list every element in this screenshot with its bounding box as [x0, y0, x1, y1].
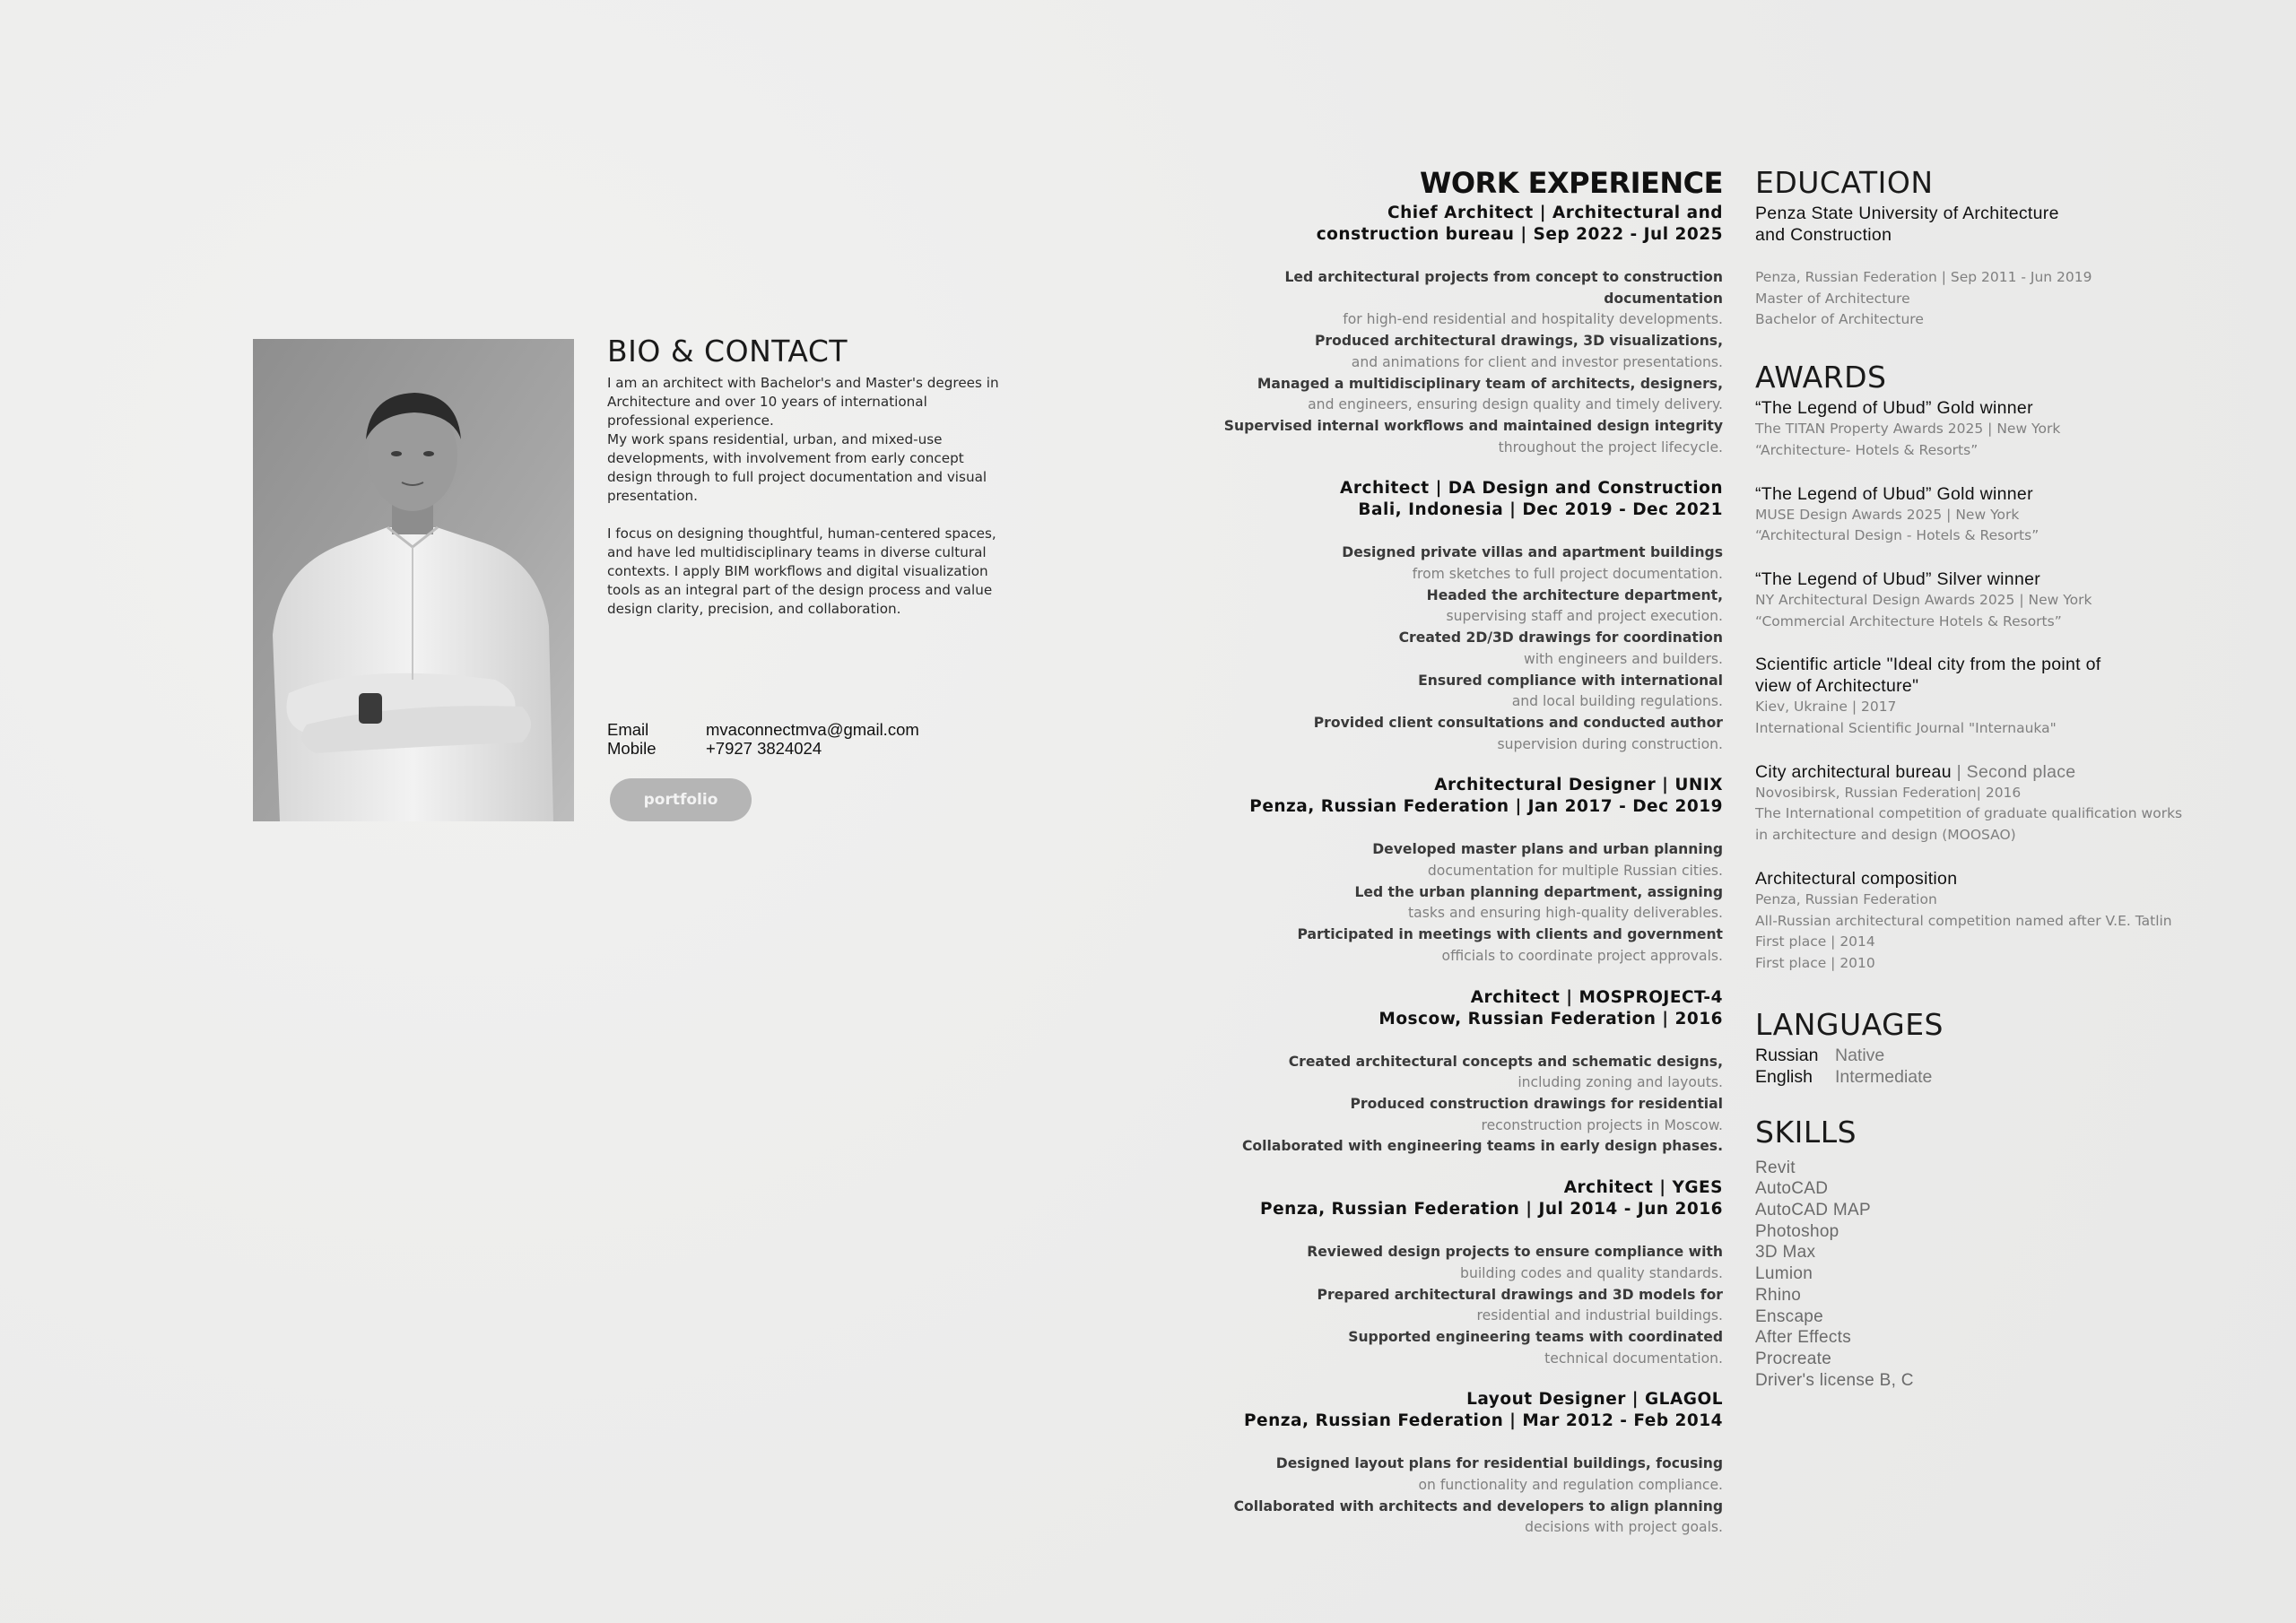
award-detail-line: Penza, Russian Federation [1755, 890, 1937, 907]
language-level: Intermediate [1835, 1066, 1933, 1087]
job-title-line: Penza, Russian Federation | Jan 2017 - Dec 2019 [1249, 797, 1723, 817]
job-description-line: for high-end residential and hospitality developments. [1343, 311, 1723, 328]
job-entry [1166, 478, 1723, 755]
skill-item: 3D Max [1755, 1243, 1816, 1263]
job-description-line: Led the urban planning department, assigning [1354, 883, 1723, 900]
job-title-line: construction bureau | Sep 2022 - Jul 2025 [1316, 225, 1723, 244]
job-entry [1166, 203, 1723, 458]
skills-list [1755, 1158, 2204, 1392]
award-item [1755, 868, 2204, 975]
skill-item: After Effects [1755, 1328, 1852, 1348]
skill-item: Rhino [1755, 1285, 1802, 1305]
languages-list [1755, 1045, 2204, 1088]
bio-line: presentation. [607, 488, 698, 504]
job-description [1166, 1052, 1723, 1159]
job-description-line: Designed layout plans for residential buildings, focusing [1275, 1455, 1723, 1472]
award-title: “The Legend of Ubud” Gold winner [1755, 483, 2033, 504]
job-description-line: building codes and quality standards. [1460, 1264, 1723, 1281]
job-entry [1166, 1177, 1723, 1369]
job-title-line: Layout Designer | GLAGOL [1466, 1390, 1723, 1410]
job-description-line: Managed a multidisciplinary team of architects, designers, [1257, 375, 1723, 392]
education-title [1755, 203, 2204, 246]
bio-line: I focus on designing thoughtful, human-centered spaces, [607, 525, 996, 542]
job-entry [1166, 775, 1723, 967]
award-title: Architectural composition [1755, 868, 1958, 889]
award-title-sub: | Second place [1951, 761, 2076, 782]
work-heading: WORK EXPERIENCE [1420, 166, 1723, 200]
job-description-line: Prepared architectural drawings and 3D models for [1317, 1286, 1723, 1303]
bio-line: tools as an integral part of the design process and value [607, 582, 993, 598]
job-description-line: Led architectural projects from concept to construction documentation [1284, 269, 1723, 307]
job-description-line: Supervised internal workflows and maintained design integrity [1223, 417, 1723, 434]
bio-line: I am an architect with Bachelor's and Master's degrees in [607, 375, 999, 391]
job-description-line: documentation for multiple Russian cities. [1427, 863, 1723, 880]
job-description-line: Headed the architecture department, [1426, 586, 1723, 603]
award-item [1755, 761, 2204, 846]
job-description-line: on functionality and regulation compliance. [1418, 1477, 1723, 1494]
job-description [1166, 542, 1723, 755]
award-detail-line: First place | 2010 [1755, 954, 1875, 971]
award-title-text: City architectural bureau [1755, 761, 1952, 782]
job-description-line: and engineers, ensuring design quality and timely delivery. [1308, 396, 1723, 413]
education-title-line: and Construction [1755, 225, 1892, 245]
job-title [1166, 1177, 1723, 1220]
award-title: Scientific article "Ideal city from the point of [1755, 655, 2101, 675]
bio-line: professional experience. [607, 412, 774, 429]
job-description-line: Reviewed design projects to ensure compliance with [1307, 1244, 1723, 1261]
mobile-link[interactable]: +7927 3824024 [706, 739, 822, 758]
job-description-line: Collaborated with architects and developers to align planning [1233, 1497, 1723, 1515]
skills-heading: SKILLS [1755, 1114, 1857, 1150]
profile-photo [253, 339, 574, 821]
job-description-line: Collaborated with engineering teams in early design phases. [1241, 1138, 1723, 1155]
award-title [1755, 761, 2204, 783]
jobs-list [1166, 203, 1723, 1539]
award-item [1755, 654, 2204, 739]
award-detail-line: “Architecture- Hotels & Resorts” [1755, 441, 1979, 458]
award-detail-line: First place | 2014 [1755, 933, 1875, 950]
job-title-line: Bali, Indonesia | Dec 2019 - Dec 2021 [1358, 500, 1723, 520]
job-description-line: Designed private villas and apartment buildings [1342, 544, 1723, 561]
job-description-line: and local building regulations. [1511, 693, 1723, 710]
education-line: Master of Architecture [1755, 290, 1910, 307]
award-detail-line: in architecture and design (MOOSAO) [1755, 827, 2016, 844]
award-detail-line: “Commercial Architecture Hotels & Resorts” [1755, 612, 2062, 629]
job-description-line: Created 2D/3D drawings for coordination [1398, 629, 1723, 647]
job-title-line: Architect | YGES [1563, 1178, 1723, 1198]
job-description-line: technical documentation. [1544, 1350, 1723, 1367]
bio-section [607, 334, 1029, 619]
job-title-line: Penza, Russian Federation | Jul 2014 - Jun 2016 [1260, 1200, 1723, 1219]
job-title [1166, 775, 1723, 818]
bio-line: contexts. I apply BIM workflows and digital visualization [607, 563, 988, 579]
job-title-line: Penza, Russian Federation | Mar 2012 - Feb 2014 [1243, 1411, 1723, 1431]
bio-line: Architecture and over 10 years of international [607, 394, 927, 410]
award-detail-line: International Scientific Journal "Internauka" [1755, 720, 2057, 737]
award-detail-line: Kiev, Ukraine | 2017 [1755, 699, 1897, 716]
email-label: Email [607, 720, 649, 739]
job-description-line: Supported engineering teams with coordinated [1348, 1328, 1723, 1345]
bio-line: design through to full project documentation and visual [607, 469, 987, 485]
award-item [1755, 483, 2204, 547]
award-detail-line: The TITAN Property Awards 2025 | New York [1755, 421, 2061, 438]
award-detail-line: All-Russian architectural competition named after V.E. Tatlin [1755, 912, 2172, 929]
job-description-line: including zoning and layouts. [1518, 1074, 1723, 1091]
right-column [1755, 163, 2204, 1391]
job-description-line: and animations for client and investor presentations. [1351, 353, 1723, 370]
bio-line: My work spans residential, urban, and mixed-use [607, 431, 943, 447]
language-name: English [1755, 1066, 1813, 1087]
job-description [1166, 1454, 1723, 1539]
job-title-line: Moscow, Russian Federation | 2016 [1378, 1009, 1723, 1028]
skill-item: AutoCAD MAP [1755, 1201, 1871, 1220]
award-detail-line: “Architectural Design - Hotels & Resorts” [1755, 527, 2039, 544]
job-title [1166, 987, 1723, 1030]
job-description-line: reconstruction projects in Moscow. [1481, 1116, 1723, 1133]
skill-item: Revit [1755, 1158, 1796, 1177]
job-entry [1166, 987, 1723, 1159]
language-level: Native [1835, 1045, 1885, 1065]
skill-item: Enscape [1755, 1306, 1824, 1326]
awards-heading: AWARDS [1755, 360, 1887, 395]
job-description-line: Ensured compliance with international [1418, 672, 1723, 689]
mobile-label: Mobile [607, 739, 657, 758]
education-line: Bachelor of Architecture [1755, 311, 1924, 328]
bio-text [607, 374, 1029, 619]
award-title: view of Architecture" [1755, 676, 1919, 697]
award-item [1755, 397, 2204, 461]
job-title [1166, 478, 1723, 521]
language-row [1755, 1045, 2204, 1066]
job-description-line: throughout the project lifecycle. [1498, 438, 1723, 456]
language-name: Russian [1755, 1045, 1819, 1065]
award-detail-line: MUSE Design Awards 2025 | New York [1755, 506, 2020, 523]
award-item [1755, 568, 2204, 632]
job-description-line: supervision during construction. [1497, 735, 1723, 752]
education-title-line: Penza State University of Architecture [1755, 204, 2059, 223]
skill-item: Driver's license B, C [1755, 1370, 1914, 1390]
job-description-line: Created architectural concepts and schematic designs, [1288, 1053, 1723, 1070]
bio-heading: BIO & CONTACT [607, 334, 848, 369]
email-link[interactable]: mvaconnectmva@gmail.com [706, 720, 919, 739]
job-title [1166, 203, 1723, 246]
job-description [1166, 1242, 1723, 1369]
job-title-line: Architect | DA Design and Construction [1340, 479, 1723, 499]
education-line: Penza, Russian Federation | Sep 2011 - Jun 2019 [1755, 269, 2092, 285]
contact-info [607, 720, 919, 758]
award-detail-line: NY Architectural Design Awards 2025 | New York [1755, 591, 2092, 608]
skill-item: Photoshop [1755, 1221, 1839, 1241]
bio-line: design clarity, precision, and collaboration. [607, 601, 901, 617]
job-description-line: Produced architectural drawings, 3D visualizations, [1315, 333, 1723, 350]
bio-line: and have led multidisciplinary teams in diverse cultural [607, 544, 987, 560]
awards-list [1755, 397, 2204, 975]
job-description-line: Provided client consultations and conducted author [1313, 714, 1723, 731]
job-description-line: from sketches to full project documentation. [1412, 566, 1723, 583]
languages-heading: LANGUAGES [1755, 1006, 1944, 1042]
job-title-line: Architectural Designer | UNIX [1434, 776, 1723, 795]
skill-item: Lumion [1755, 1264, 1813, 1284]
job-description [1166, 839, 1723, 967]
job-description-line: with engineers and builders. [1523, 650, 1723, 667]
job-entry [1166, 1389, 1723, 1539]
job-title [1166, 1389, 1723, 1432]
job-description-line: supervising staff and project execution. [1446, 608, 1723, 625]
education-heading: EDUCATION [1755, 165, 1934, 200]
skill-item: Procreate [1755, 1349, 1832, 1368]
job-title-line: Architect | MOSPROJECT-4 [1470, 987, 1723, 1007]
language-row [1755, 1066, 2204, 1088]
portfolio-button[interactable]: portfolio [610, 778, 752, 821]
job-description-line: Participated in meetings with clients and government [1297, 926, 1723, 943]
work-experience-section [1166, 163, 1723, 1539]
bio-line: developments, with involvement from early concept [607, 450, 964, 466]
job-description-line: decisions with project goals. [1525, 1519, 1723, 1536]
award-title: “The Legend of Ubud” Gold winner [1755, 398, 2033, 419]
job-title-line: Chief Architect | Architectural and [1387, 204, 1723, 222]
job-description-line: Developed master plans and urban planning [1372, 841, 1723, 858]
job-description-line: Produced construction drawings for residential [1350, 1095, 1723, 1112]
skill-item: AutoCAD [1755, 1179, 1829, 1199]
job-description-line: residential and industrial buildings. [1476, 1307, 1723, 1324]
award-title: “The Legend of Ubud” Silver winner [1755, 568, 2041, 589]
job-description [1166, 267, 1723, 458]
award-detail-line: Novosibirsk, Russian Federation| 2016 [1755, 784, 2022, 801]
award-detail-line: The International competition of graduate qualification works [1755, 805, 2183, 822]
job-description-line: tasks and ensuring high-quality deliverables. [1408, 905, 1723, 922]
job-description-line: officials to coordinate project approvals. [1441, 947, 1723, 964]
